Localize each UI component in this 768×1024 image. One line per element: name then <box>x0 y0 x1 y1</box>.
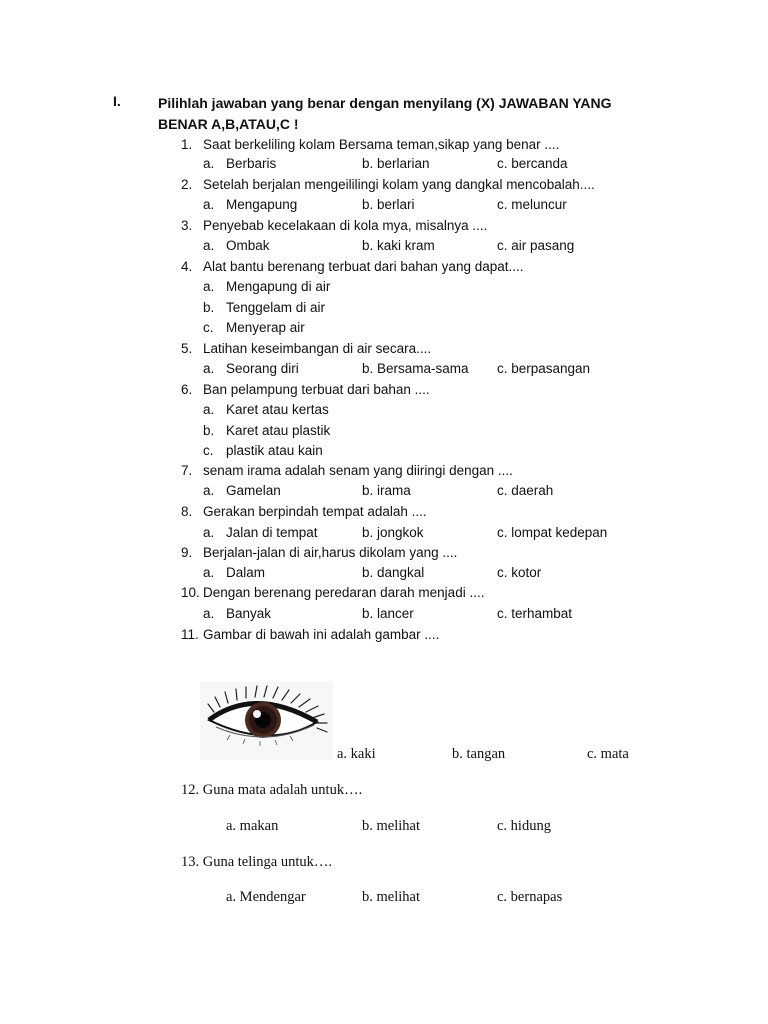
option-c: c. daerah <box>497 483 554 498</box>
option-a: a. makan <box>226 818 279 834</box>
option-b: b. lancer <box>362 606 414 621</box>
question-number: 2. <box>181 177 193 192</box>
option-letter: a. <box>203 279 215 294</box>
option-letter: a. <box>203 156 215 171</box>
question-text: Gambar di bawah ini adalah gambar .... <box>203 627 440 642</box>
question-text: Penyebab kecelakaan di kola mya, misalnya .... <box>203 218 488 233</box>
question-text: Latihan keseimbangan di air secara.... <box>203 341 432 356</box>
option-text: Menyerap air <box>226 320 305 335</box>
option-a: Banyak <box>226 606 272 621</box>
option-a: Jalan di tempat <box>226 525 318 540</box>
question-number: 10. <box>181 585 200 600</box>
question-number: 1. <box>181 137 193 152</box>
option-c: c. mata <box>587 746 629 762</box>
option-a: a. kaki <box>337 746 376 762</box>
option-text: Karet atau plastik <box>226 423 331 438</box>
question-number: 8. <box>181 504 193 519</box>
section-instruction: Pilihlah jawaban yang benar dengan menyilang (X) JAWABAN YANG BENAR A,B,ATAU,C ! <box>158 95 612 132</box>
option-c: c. bercanda <box>497 156 568 171</box>
question-number: 5. <box>181 341 193 356</box>
option-text: Mengapung di air <box>226 279 331 294</box>
option-a: Seorang diri <box>226 361 299 376</box>
option-c: c. terhambat <box>497 606 573 621</box>
option-letter: a. <box>203 483 215 498</box>
section-number: I. <box>113 93 121 109</box>
option-letter: a. <box>203 565 215 580</box>
option-a: Ombak <box>226 238 270 253</box>
question-text: Dengan berenang peredaran darah menjadi .... <box>203 585 485 600</box>
option-a: a. Mendengar <box>226 889 306 905</box>
option-letter: b. <box>203 423 215 438</box>
option-c: c. berpasangan <box>497 361 591 376</box>
option-b: b. jongkok <box>362 525 424 540</box>
question-number: 11. <box>181 627 199 642</box>
option-letter: a. <box>203 525 215 540</box>
question-text: Alat bantu berenang terbuat dari bahan yang dapat.... <box>203 259 524 274</box>
question-number: 6. <box>181 382 193 397</box>
option-letter: b. <box>203 300 215 315</box>
option-c: c. kotor <box>497 565 542 580</box>
option-a: Mengapung <box>226 197 298 212</box>
option-c: c. hidung <box>497 818 551 834</box>
question-text: senam irama adalah senam yang diiringi dengan .... <box>203 463 513 478</box>
eye-picture <box>200 682 333 760</box>
question-text: Gerakan berpindah tempat adalah .... <box>203 504 427 519</box>
option-letter: c. <box>203 443 214 458</box>
option-letter: a. <box>203 238 215 253</box>
question-13: 13. Guna telinga untuk…. <box>181 854 333 870</box>
question-text: Setelah berjalan mengeililingi kolam yang dangkal mencobalah.... <box>203 177 595 192</box>
option-letter: a. <box>203 402 215 417</box>
question-number: 7. <box>181 463 193 478</box>
option-letter: a. <box>203 606 215 621</box>
option-b: b. melihat <box>362 818 420 834</box>
option-b: b. melihat <box>362 889 420 905</box>
option-b: b. Bersama-sama <box>362 361 469 376</box>
option-b: b. irama <box>362 483 411 498</box>
question-text: Saat berkeliling kolam Bersama teman,sikap yang benar .... <box>203 137 560 152</box>
option-a: Berbaris <box>226 156 277 171</box>
option-text: plastik atau kain <box>226 443 323 458</box>
option-c: c. meluncur <box>497 197 567 212</box>
option-letter: a. <box>203 197 215 212</box>
question-number: 9. <box>181 545 193 560</box>
question-12: 12. Guna mata adalah untuk…. <box>181 782 363 798</box>
option-a: Dalam <box>226 565 266 580</box>
eye-icon <box>200 682 333 760</box>
option-b: b. kaki kram <box>362 238 435 253</box>
option-letter: c. <box>203 320 214 335</box>
option-letter: a. <box>203 361 215 376</box>
option-text: Tenggelam di air <box>226 300 326 315</box>
question-text: Ban pelampung terbuat dari bahan .... <box>203 382 430 397</box>
option-text: Karet atau kertas <box>226 402 329 417</box>
option-b: b. dangkal <box>362 565 425 580</box>
question-number: 3. <box>181 218 193 233</box>
option-b: b. berlarian <box>362 156 430 171</box>
option-b: b. berlari <box>362 197 415 212</box>
question-text: Berjalan-jalan di air,harus dikolam yang .... <box>203 545 458 560</box>
option-b: b. tangan <box>452 746 506 762</box>
option-a: Gamelan <box>226 483 281 498</box>
option-c: c. bernapas <box>497 889 563 905</box>
question-number: 4. <box>181 259 193 274</box>
option-c: c. lompat kedepan <box>497 525 608 540</box>
option-c: c. air pasang <box>497 238 575 253</box>
